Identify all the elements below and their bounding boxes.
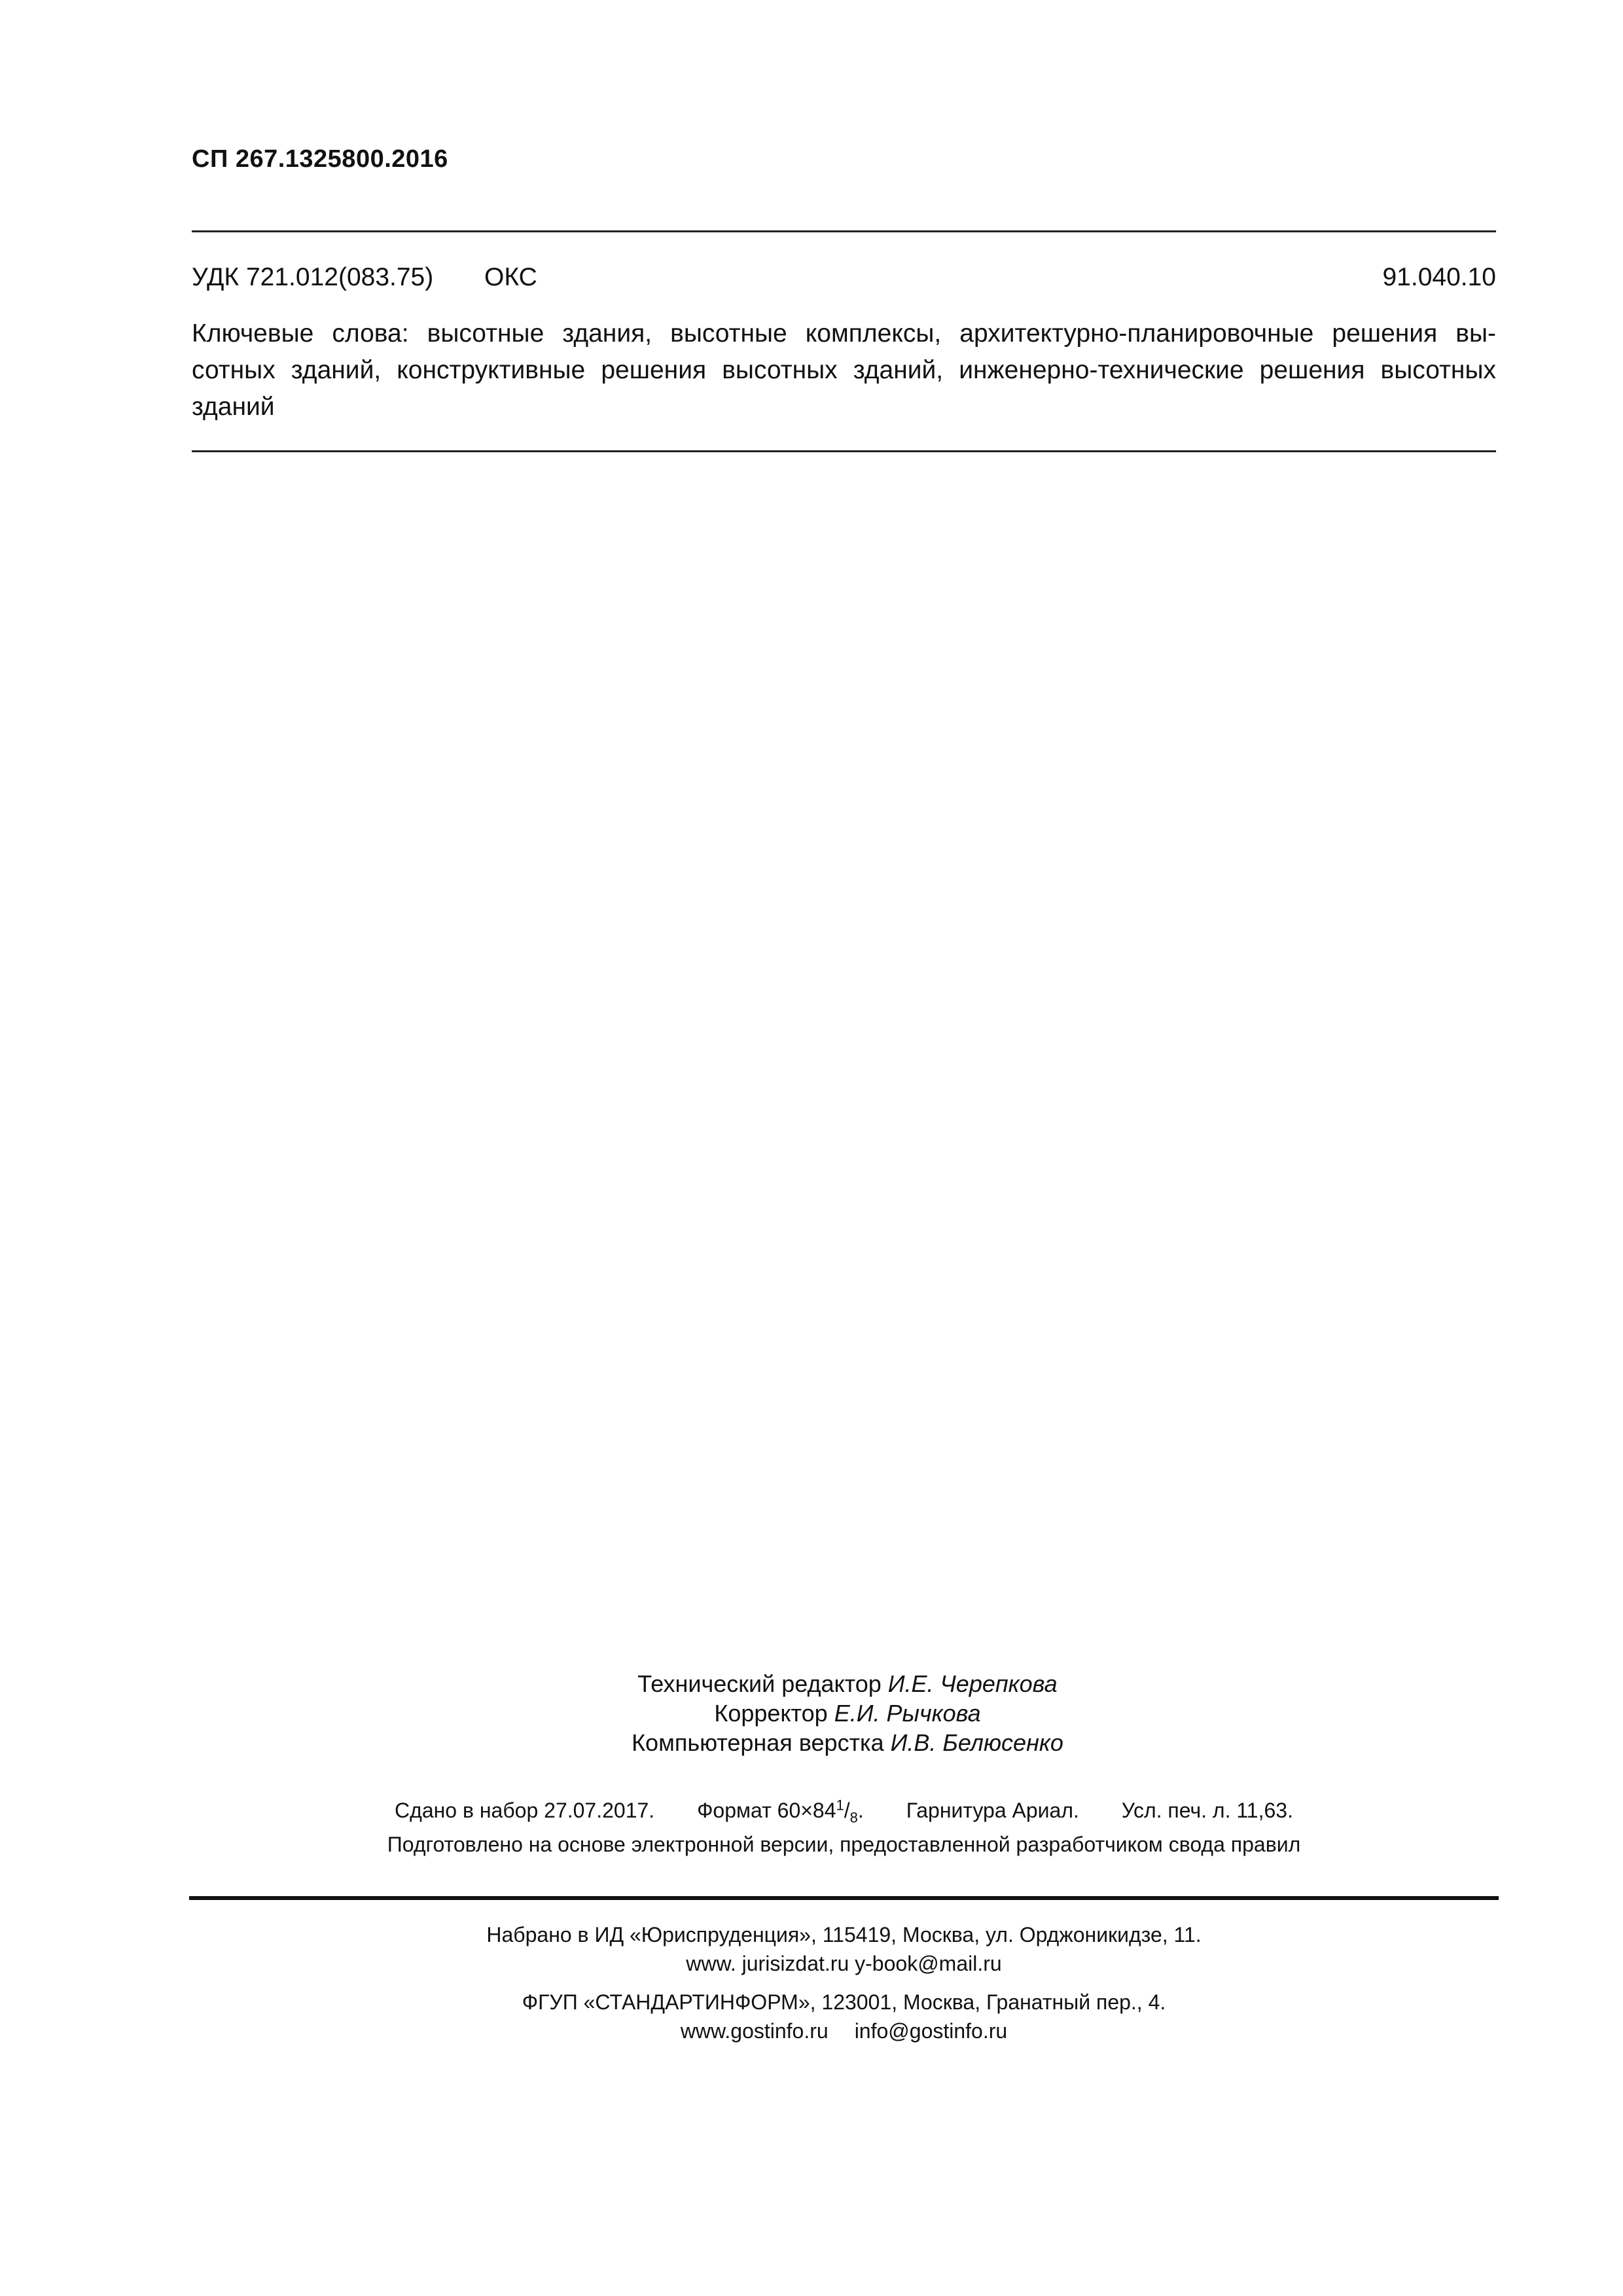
credit-role: Технический редактор xyxy=(637,1670,882,1697)
credits-block xyxy=(497,1669,1198,1757)
imprint-submitted: Сдано в набор 27.07.2017. xyxy=(395,1798,655,1822)
keywords-line: Ключевые слова: высотные здания, высотные комплексы, архитектурно-планировочные решения вы- xyxy=(192,319,1496,348)
imprint-line xyxy=(192,1797,1496,1826)
imprint-typeface: Гарнитура Ариал. xyxy=(906,1798,1079,1822)
oks-code: 91.040.10 xyxy=(1382,263,1496,291)
publisher-contacts xyxy=(192,2017,1496,2045)
publisher-block xyxy=(192,1920,1496,1978)
oks-label: ОКС xyxy=(484,263,537,291)
imprint-format: Формат $60\times 84^1/_8$. xyxy=(697,1797,864,1826)
publisher-block xyxy=(192,1988,1496,2045)
credit-role: Компьютерная верстка xyxy=(632,1729,884,1756)
document-code: СП 267.1325800.2016 xyxy=(192,145,448,173)
divider-top xyxy=(192,230,1496,232)
credit-tech-editor xyxy=(497,1669,1198,1698)
credit-name: Е.И. Рычкова xyxy=(834,1700,981,1727)
keywords-line: зданий xyxy=(192,393,275,421)
credit-name: И.В. Белюсенко xyxy=(890,1729,1063,1756)
keywords-block xyxy=(192,315,1496,425)
classification-row xyxy=(192,263,1496,296)
credit-layout xyxy=(497,1728,1198,1757)
publisher-contacts xyxy=(192,1949,1496,1978)
publisher-address: ФГУП «СТАНДАРТИНФОРМ», 123001, Москва, Гранатный пер., 4. xyxy=(522,1990,1166,2014)
credit-proofreader xyxy=(497,1698,1198,1728)
publisher-web: www.gostinfo.ru xyxy=(680,2019,829,2043)
divider-bottom xyxy=(189,1896,1499,1900)
udk-code: УДК 721.012(083.75) xyxy=(192,263,434,291)
imprint-basis: Подготовлено на основе электронной версии, предоставленной разработчиком свода правил xyxy=(387,1833,1301,1856)
credit-name: И.Е. Черепкова xyxy=(887,1670,1058,1697)
publisher-email: y-book@mail.ru xyxy=(855,1952,1002,1975)
keywords-line: сотных зданий, конструктивные решения высотных зданий, инженерно-технические решения высотных xyxy=(192,356,1496,384)
imprint-sheets: Усл. печ. л. 11,63. xyxy=(1121,1798,1293,1822)
publisher-email: info@gostinfo.ru xyxy=(854,2019,1008,2043)
publisher-address: Набрано в ИД «Юриспруденция», 115419, Москва, ул. Орджоникидзе, 11. xyxy=(486,1923,1202,1946)
publisher-web: www. jurisizdat.ru xyxy=(686,1952,849,1975)
credit-role: Корректор xyxy=(714,1700,828,1727)
divider-keywords xyxy=(192,450,1496,452)
